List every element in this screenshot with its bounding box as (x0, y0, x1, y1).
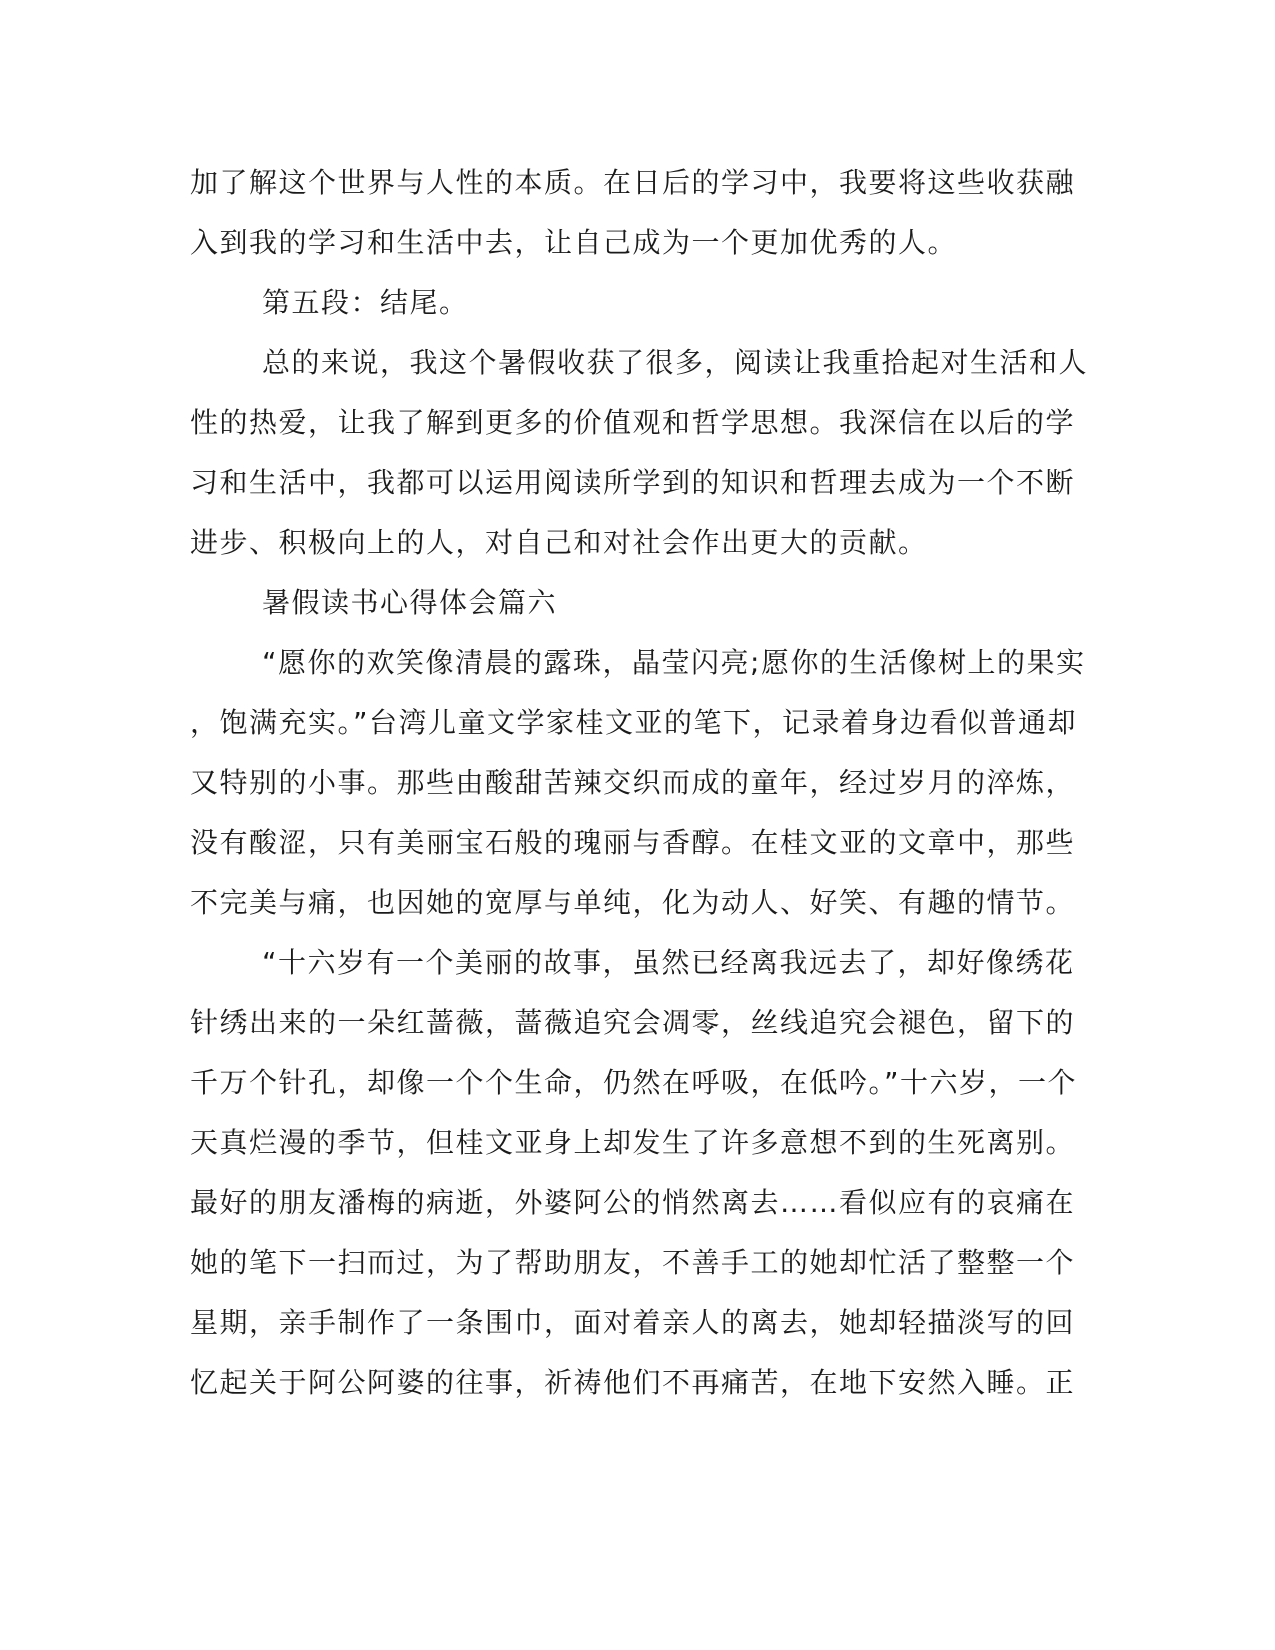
text-line: “愿你的欢笑像清晨的露珠，晶莹闪亮;愿你的生活像树上的果实 (262, 646, 1086, 679)
text-line: 最好的朋友潘梅的病逝，外婆阿公的悄然离去……看似应有的哀痛在 (190, 1186, 1076, 1219)
article-title: 暑假读书心得体会篇六 (262, 586, 558, 619)
text-line: 针绣出来的一朵红蔷薇，蔷薇追究会凋零，丝线追究会褪色，留下的 (190, 1006, 1076, 1039)
text-line: 总的来说，我这个暑假收获了很多，阅读让我重拾起对生活和人 (262, 346, 1089, 379)
text-line: 又特别的小事。那些由酸甜苦辣交织而成的童年，经过岁月的淬炼， (190, 766, 1076, 799)
text-line: 她的笔下一扫而过，为了帮助朋友，不善手工的她却忙活了整整一个 (190, 1246, 1076, 1279)
text-line: 不完美与痛，也因她的宽厚与单纯，化为动人、好笑、有趣的情节。 (190, 886, 1076, 919)
text-line: 忆起关于阿公阿婆的往事，祈祷他们不再痛苦，在地下安然入睡。正 (190, 1366, 1076, 1399)
text-line: 没有酸涩，只有美丽宝石般的瑰丽与香醇。在桂文亚的文章中，那些 (190, 826, 1076, 859)
text-line: 星期，亲手制作了一条围巾，面对着亲人的离去，她却轻描淡写的回 (190, 1306, 1076, 1339)
text-line: 进步、积极向上的人，对自己和对社会作出更大的贡献。 (190, 526, 928, 559)
text-line: 习和生活中，我都可以运用阅读所学到的知识和哲理去成为一个不断 (190, 466, 1076, 499)
text-line: 千万个针孔，却像一个个生命，仍然在呼吸，在低吟。”十六岁，一个 (190, 1066, 1078, 1099)
text-line: 性的热爱，让我了解到更多的价值观和哲学思想。我深信在以后的学 (190, 406, 1076, 439)
text-line: 入到我的学习和生活中去，让自己成为一个更加优秀的人。 (190, 226, 958, 259)
text-line: “十六岁有一个美丽的故事，虽然已经离我远去了，却好像绣花 (262, 946, 1075, 979)
text-line: ，饱满充实。”台湾儿童文学家桂文亚的笔下，记录着身边看似普通却 (190, 706, 1078, 739)
text-line: 加了解这个世界与人性的本质。在日后的学习中，我要将这些收获融 (190, 166, 1076, 199)
text-line: 天真烂漫的季节，但桂文亚身上却发生了许多意想不到的生死离别。 (190, 1126, 1076, 1159)
section-heading: 第五段：结尾。 (262, 286, 469, 319)
